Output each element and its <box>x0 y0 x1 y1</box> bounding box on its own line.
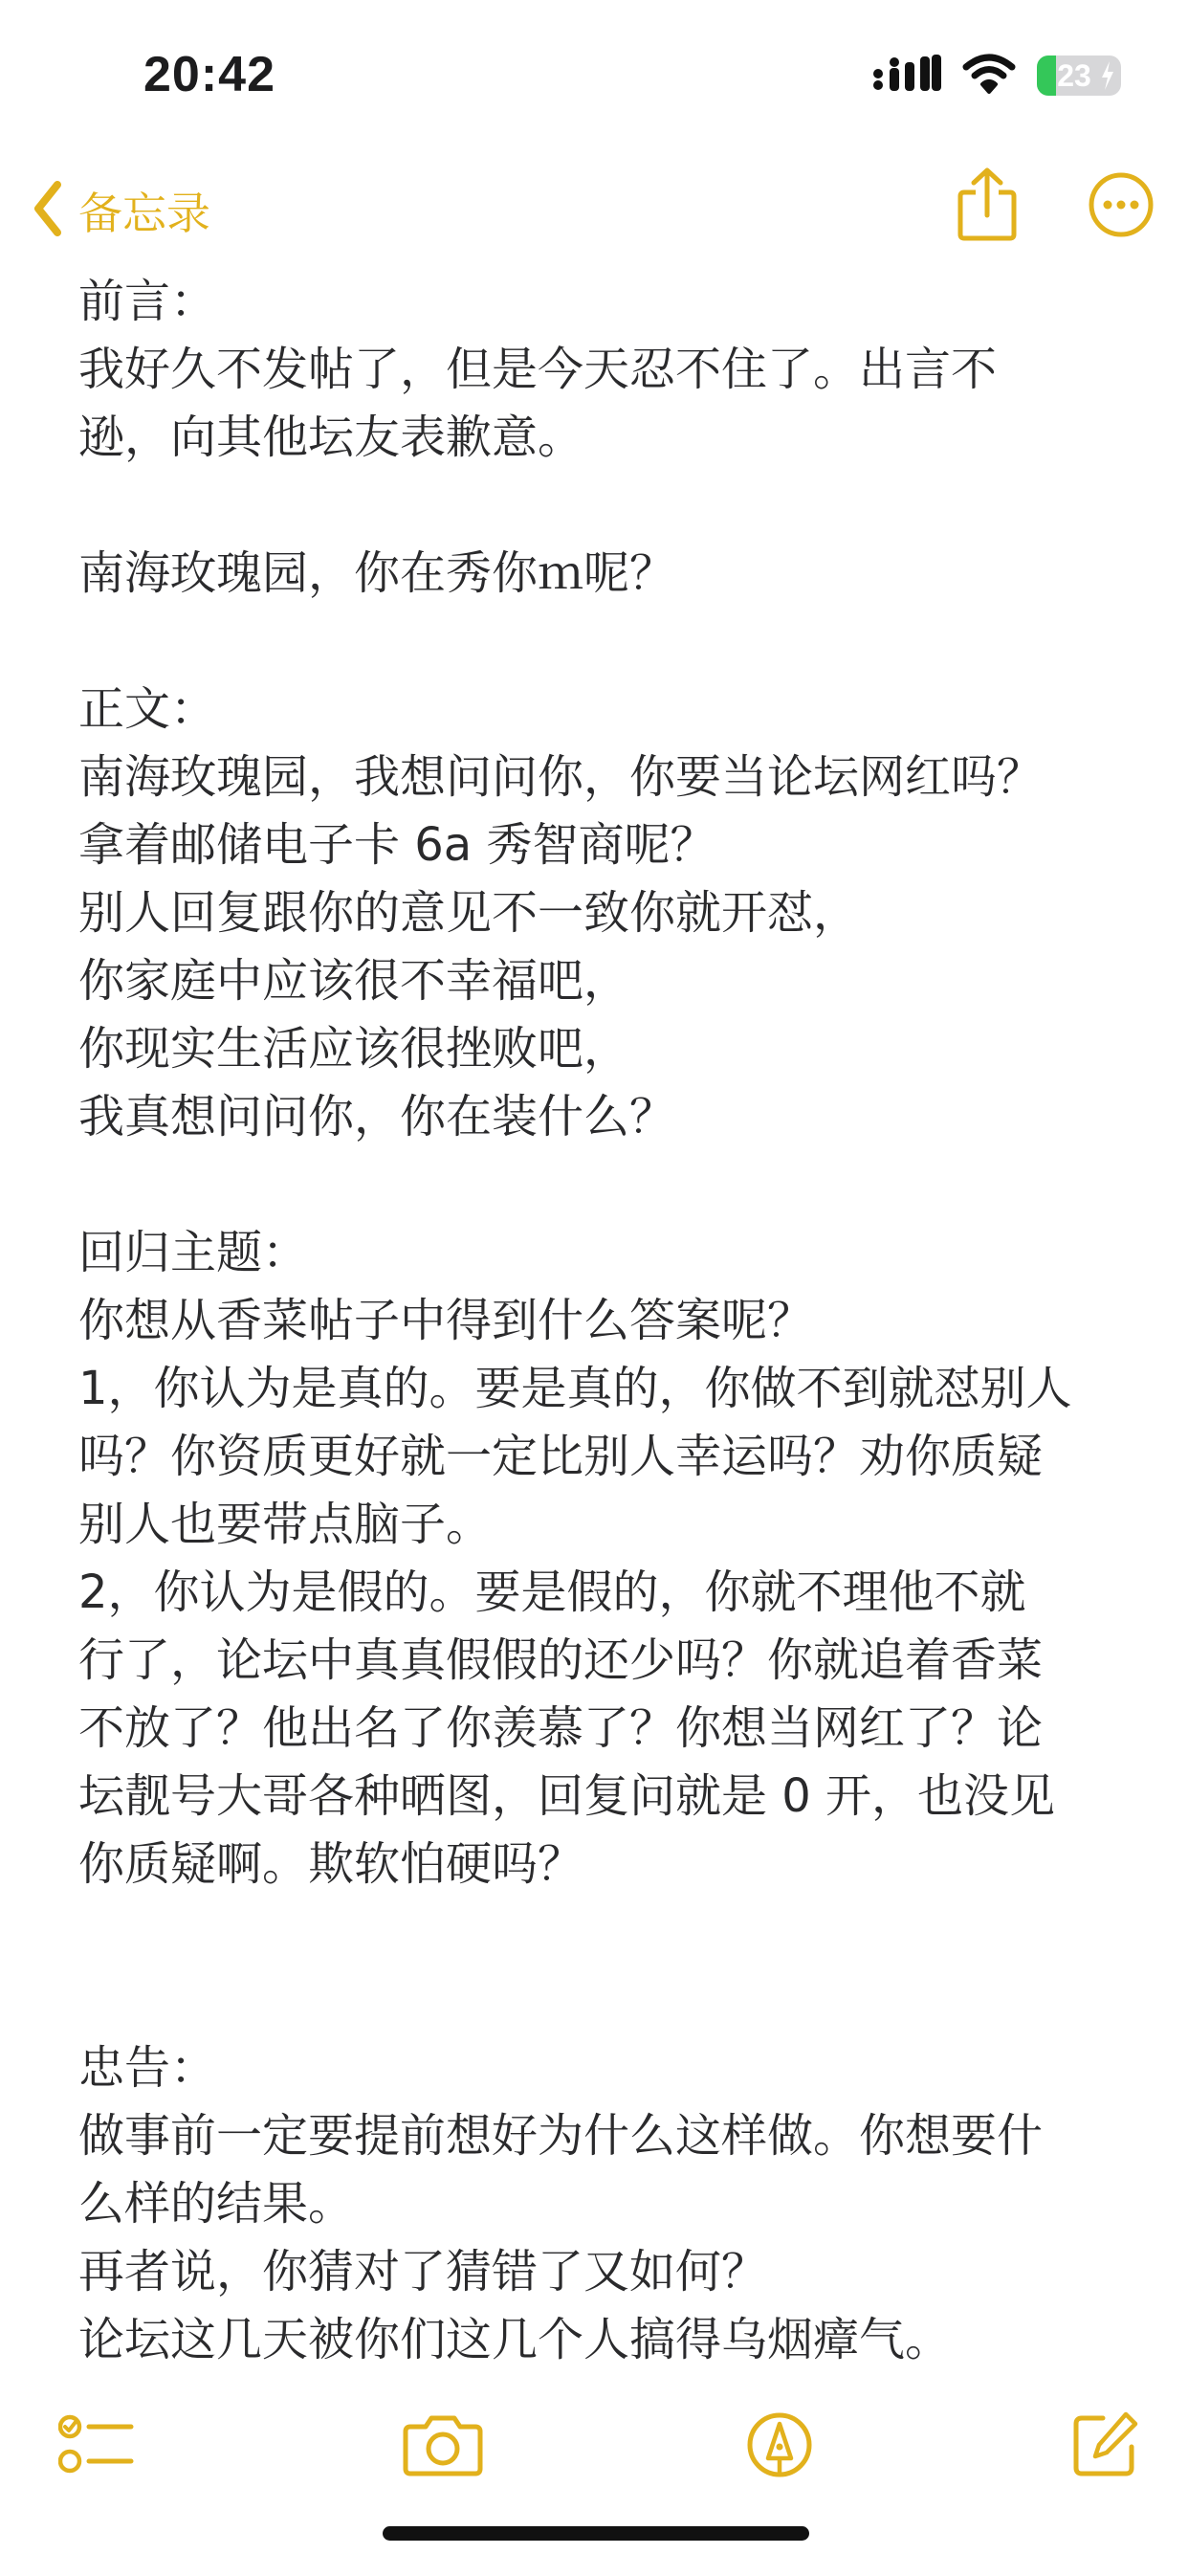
note-line: 回归主题： <box>78 1226 309 1279</box>
note-line: 拿着邮储电子卡 6a 秀智商呢？ <box>78 818 716 872</box>
note-line: 2，你认为是假的。要是假的，你就不理他不就 <box>78 1566 1026 1619</box>
charging-bolt-icon <box>1100 61 1115 90</box>
chevron-left-icon <box>33 181 63 240</box>
checklist-icon <box>58 2411 135 2478</box>
status-time: 20:42 <box>143 47 275 102</box>
note-line: 再者说，你猜对了猜错了又如何？ <box>78 2245 768 2298</box>
share-button[interactable] <box>949 167 1025 243</box>
note-line: 不放了？他出名了你羡慕了？你想当网红了？论 <box>78 1701 1044 1755</box>
battery-level-text: 23 <box>1057 58 1091 93</box>
compose-icon <box>1070 2410 1139 2479</box>
home-indicator[interactable] <box>383 2526 809 2541</box>
note-line: 别人也要带点脑子。 <box>78 1498 493 1551</box>
nav-actions <box>949 167 1159 243</box>
note-line: 行了，论坛中真真假假的还少吗？你就追着香菜 <box>78 1633 1044 1687</box>
note-line: 我真想问问你，你在装什么？ <box>78 1090 676 1144</box>
share-icon <box>957 167 1018 242</box>
note-line: 做事前一定要提前想好为什么这样做。你想要什 <box>78 2109 1044 2163</box>
note-line: 1，你认为是真的。要是真的，你做不到就怼别人 <box>78 1362 1072 1415</box>
bottom-toolbar <box>0 2392 1188 2498</box>
ellipsis-circle-icon <box>1088 171 1155 238</box>
back-label: 备忘录 <box>78 188 210 239</box>
more-options-button[interactable] <box>1083 167 1159 243</box>
status-bar <box>0 0 1188 144</box>
note-line: 南海玫瑰园，你在秀你ｍ呢？ <box>78 546 676 600</box>
note-line: 吗？你资质更好就一定比别人幸运吗？劝你质疑 <box>78 1430 1044 1483</box>
back-button[interactable] <box>33 172 210 249</box>
note-line: 忠告： <box>78 2041 217 2095</box>
note-line: 论坛这几天被你们这几个人搞得乌烟瘴气。 <box>78 2313 952 2366</box>
note-line: 南海玫瑰园，我想问问你，你要当论坛网红吗？ <box>78 750 1044 804</box>
markup-button[interactable] <box>737 2402 823 2488</box>
wifi-icon <box>962 54 1016 98</box>
cellular-signal-icon <box>872 55 941 97</box>
battery-indicator <box>1037 56 1121 96</box>
note-line: 你质疑啊。欺软怕硬吗？ <box>78 1837 584 1891</box>
checklist-button[interactable] <box>54 2402 140 2488</box>
camera-icon <box>403 2413 483 2476</box>
status-icons <box>872 54 1121 98</box>
note-line: 正文： <box>78 682 217 736</box>
pen-tip-circle-icon <box>745 2410 814 2479</box>
note-line: 逊，向其他坛友表歉意。 <box>78 411 584 464</box>
note-line: 你家庭中应该很不幸福吧， <box>78 954 630 1008</box>
note-line: 坛靓号大哥各种晒图，回复问就是 0 开，也没见 <box>78 1769 1056 1823</box>
note-line: 前言： <box>78 275 217 328</box>
compose-note-button[interactable] <box>1062 2402 1148 2488</box>
note-line: 你现实生活应该很挫败吧， <box>78 1022 630 1076</box>
note-line: 你想从香菜帖子中得到什么答案呢？ <box>78 1294 814 1347</box>
note-line: 么样的结果。 <box>78 2177 355 2231</box>
note-line: 我好久不发帖了，但是今天忍不住了。出言不 <box>78 343 998 396</box>
note-body[interactable] <box>78 268 1140 2374</box>
note-line: 别人回复跟你的意见不一致你就开怼， <box>78 886 860 940</box>
camera-button[interactable] <box>400 2402 486 2488</box>
nav-bar <box>0 163 1188 258</box>
